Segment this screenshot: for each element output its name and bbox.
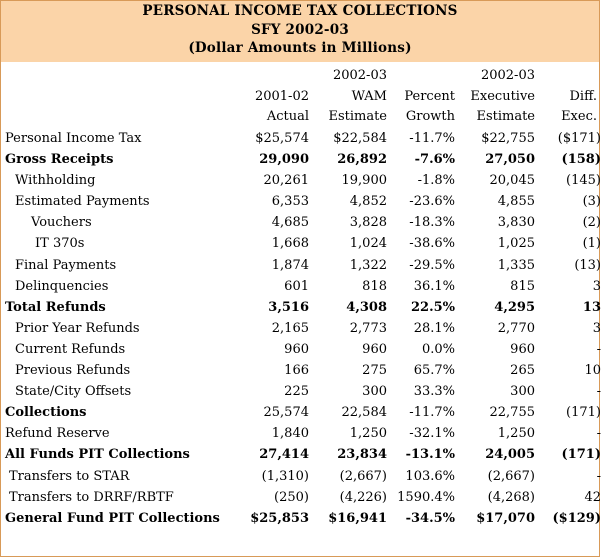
cell-diff: 3 [592, 278, 601, 294]
table-row [1, 276, 605, 297]
cell-growth: 65.7% [413, 363, 455, 379]
cell-growth: -1.8% [417, 173, 455, 189]
cell-growth: -11.7% [409, 131, 455, 146]
cell-actual: 960 [284, 341, 309, 357]
cell-growth: -32.1% [409, 426, 455, 442]
table-row [1, 360, 605, 381]
cell-growth: -11.7% [409, 405, 455, 421]
cell-executive: 1,250 [497, 426, 535, 442]
table-row [1, 149, 605, 170]
col-header-wam: 2002-03 WAM Estimate [328, 68, 387, 124]
cell-actual: $25,574 [255, 131, 309, 146]
row-label: Vouchers [31, 215, 92, 231]
cell-executive: (2,667) [487, 468, 535, 484]
cell-executive: 815 [510, 278, 535, 294]
cell-growth: 28.1% [413, 320, 455, 336]
cell-actual: 3,516 [268, 299, 309, 315]
cell-actual: 6,353 [271, 194, 309, 210]
cell-growth: -38.6% [409, 236, 455, 252]
cell-actual: 2,165 [271, 320, 309, 336]
cell-wam: 4,852 [349, 194, 387, 210]
table-row [1, 339, 605, 360]
table-row [1, 444, 605, 465]
cell-wam: 1,024 [349, 236, 387, 252]
cell-executive: 265 [510, 363, 535, 379]
cell-executive: 24,005 [485, 447, 535, 463]
cell-diff: (158) [561, 152, 601, 168]
row-label: Previous Refunds [15, 363, 131, 379]
table-row [1, 402, 605, 423]
cell-executive: 27,050 [485, 152, 535, 168]
cell-diff: (145) [566, 173, 601, 189]
row-label: Estimated Payments [15, 194, 150, 210]
cell-actual: (250) [274, 489, 309, 505]
cell-diff: (171) [566, 405, 601, 421]
cell-growth: 103.6% [405, 468, 455, 484]
row-label: Gross Receipts [5, 152, 114, 168]
table-row [1, 297, 605, 318]
cell-wam: 300 [362, 384, 387, 400]
cell-diff: 42 [584, 489, 601, 505]
cell-diff: - [596, 384, 601, 400]
table-row [1, 255, 605, 276]
cell-executive: 4,295 [494, 299, 535, 315]
row-label: Withholding [15, 173, 96, 189]
table-header-band [1, 0, 599, 62]
cell-actual: 225 [284, 384, 309, 400]
cell-wam: 1,322 [349, 257, 387, 273]
table-row [1, 318, 605, 339]
cell-wam: (4,226) [339, 489, 387, 505]
row-label: Personal Income Tax [5, 131, 142, 146]
cell-growth: 0.0% [421, 341, 455, 357]
cell-executive: $17,070 [476, 510, 535, 526]
table-row [1, 381, 605, 402]
row-label: Collections [5, 405, 87, 421]
cell-executive: 20,045 [489, 173, 535, 189]
table-row [1, 191, 605, 212]
cell-growth: -23.6% [409, 194, 455, 210]
cell-actual: $25,853 [250, 510, 309, 526]
cell-actual: (1,310) [261, 468, 309, 484]
cell-wam: 3,828 [349, 215, 387, 231]
cell-diff: 3 [592, 320, 601, 336]
tax-collections-table [1, 128, 605, 529]
table-row [1, 423, 605, 444]
col-header-diff: Diff. Exec. [561, 88, 597, 124]
cell-growth: 22.5% [410, 299, 455, 315]
cell-executive: 1,025 [497, 236, 535, 252]
cell-actual: 4,685 [271, 215, 309, 231]
cell-diff: (3) [582, 194, 601, 210]
cell-executive: 960 [510, 341, 535, 357]
cell-wam: 22,584 [341, 405, 387, 421]
row-label: Delinquencies [15, 278, 109, 294]
cell-growth: 33.3% [413, 384, 455, 400]
table-row [1, 128, 605, 149]
col-header-actual: 2001-02 Actual [254, 88, 309, 124]
row-label: General Fund PIT Collections [5, 510, 220, 526]
row-label: Total Refunds [5, 299, 106, 315]
cell-executive: 2,770 [497, 320, 535, 336]
cell-wam: 4,308 [346, 299, 387, 315]
cell-diff: ($171) [557, 131, 601, 146]
cell-wam: 275 [362, 363, 387, 379]
cell-diff: 10 [584, 363, 601, 379]
table-row [1, 212, 605, 233]
cell-actual: 20,261 [263, 173, 309, 189]
cell-actual: 1,840 [271, 426, 309, 442]
row-label: State/City Offsets [15, 384, 132, 400]
cell-actual: 1,874 [271, 257, 309, 273]
row-label: Current Refunds [15, 341, 126, 357]
row-label: Transfers to DRRF/RBTF [9, 489, 174, 505]
table-row [1, 170, 605, 191]
cell-wam: 1,250 [349, 426, 387, 442]
cell-wam: 2,773 [349, 320, 387, 336]
cell-diff: 13 [582, 299, 601, 315]
cell-growth: -29.5% [409, 257, 455, 273]
cell-executive: $22,755 [481, 131, 535, 146]
cell-wam: 19,900 [341, 173, 387, 189]
cell-wam: $16,941 [328, 510, 387, 526]
cell-wam: 26,892 [337, 152, 387, 168]
cell-diff: ($129) [552, 510, 601, 526]
table-row [1, 508, 605, 529]
cell-executive: 22,755 [489, 405, 535, 421]
row-label: Refund Reserve [5, 426, 110, 442]
col-header-growth: Percent Growth [404, 88, 455, 124]
row-label: Prior Year Refunds [15, 320, 140, 336]
cell-actual: 29,090 [259, 152, 309, 168]
cell-growth: -18.3% [409, 215, 455, 231]
column-headers [1, 62, 599, 128]
table-title: PERSONAL INCOME TAX COLLECTIONS [142, 3, 458, 19]
row-label: IT 370s [35, 236, 85, 252]
col-header-executive: 2002-03 Executive Estimate [470, 68, 535, 124]
table-subtitle-year: SFY 2002-03 [251, 21, 349, 38]
row-label: All Funds PIT Collections [5, 447, 190, 463]
cell-growth: 36.1% [413, 278, 455, 294]
row-label: Final Payments [15, 257, 117, 273]
cell-actual: 166 [284, 363, 309, 379]
cell-wam: (2,667) [339, 468, 387, 484]
table-row [1, 233, 605, 254]
cell-growth: -34.5% [405, 510, 455, 526]
cell-diff: (1) [582, 236, 601, 252]
cell-actual: 25,574 [263, 405, 309, 421]
cell-wam: 818 [362, 278, 387, 294]
top-border [1, 0, 599, 1]
cell-diff: (2) [582, 215, 601, 231]
cell-diff: (171) [561, 447, 601, 463]
cell-executive: 1,335 [497, 257, 535, 273]
cell-executive: 4,855 [497, 194, 535, 210]
cell-executive: 300 [510, 384, 535, 400]
cell-actual: 601 [284, 278, 309, 294]
table-row [1, 466, 605, 487]
cell-diff: (13) [574, 257, 601, 273]
cell-diff: - [596, 426, 601, 442]
cell-actual: 1,668 [271, 236, 309, 252]
cell-wam: 23,834 [337, 447, 387, 463]
cell-growth: 1590.4% [397, 489, 455, 505]
cell-growth: -7.6% [414, 152, 455, 168]
table-row [1, 487, 605, 508]
cell-diff: - [596, 468, 601, 484]
cell-diff: - [596, 341, 601, 357]
cell-executive: 3,830 [497, 215, 535, 231]
cell-actual: 27,414 [259, 447, 309, 463]
row-label: Transfers to STAR [9, 468, 130, 484]
cell-wam: 960 [362, 341, 387, 357]
table-subtitle-units: (Dollar Amounts in Millions) [188, 40, 412, 56]
cell-growth: -13.1% [405, 447, 455, 463]
cell-executive: (4,268) [487, 489, 535, 505]
cell-wam: $22,584 [333, 131, 387, 146]
